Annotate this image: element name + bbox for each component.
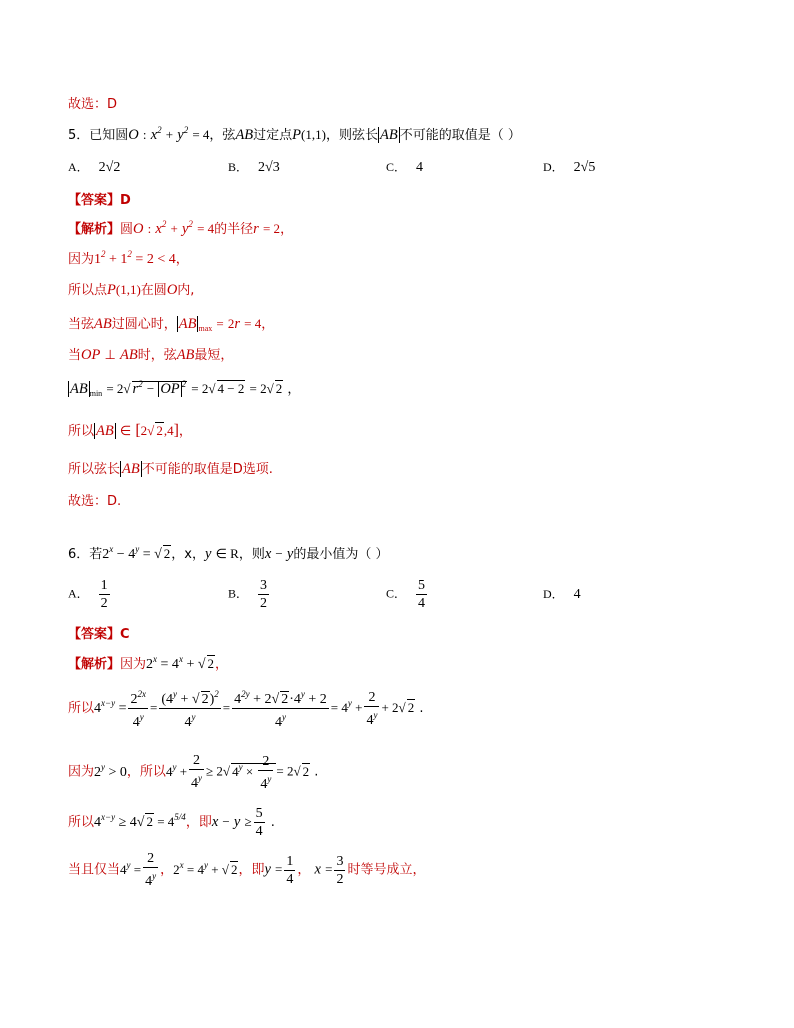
q6-stem: 6．若$2^x - 4^y$ = √ 2，x，y ∈ R，则x − y的最小值为（ ）: [68, 544, 389, 562]
q5-option-c[interactable]: C． 4: [386, 160, 424, 175]
q5-analysis-line-8: 所以弦长 AB 不可能的取值是D选项.: [68, 461, 273, 477]
q5-number: 5．: [68, 128, 90, 143]
q6-answer: 【答案】C: [68, 627, 130, 642]
q5-analysis-line-5: 当OP ⊥ AB时，弦AB最短，: [68, 347, 234, 363]
previous-conclusion: 故选：D: [68, 97, 118, 112]
q5-analysis-line-4: 当弦AB过圆心时， AB $_{max}$ = 2r = 4，: [68, 316, 275, 333]
q6-number: 6．: [68, 547, 90, 562]
q5-option-a[interactable]: A． 2√2: [68, 160, 121, 175]
q6-option-b[interactable]: B． $\frac{3}{2}$: [228, 578, 268, 611]
q5-option-d[interactable]: D． 2√5: [543, 160, 596, 175]
q5-stem: 5．已知圆O : $x^2 + y^2 = 4$，弦AB过定点P(1,1)，则弦长 AB 不可能的取值是（ ）: [68, 125, 521, 143]
q6-analysis-line-3: 因为$2^y > 0$，所以$4^y$ + $\frac{2}{4^y}$ ≥ 2√ $4^y$ × $\frac{2}{4^y}$ = 2√ 2 .: [68, 753, 319, 792]
q5-conclusion: 故选：D.: [68, 494, 122, 509]
q6-option-a[interactable]: A． $\frac{1}{2}$: [68, 578, 108, 611]
q6-analysis-line-5: 当且仅当$4^y$ = $\frac{2}{4^y}$ ，$2^x = 4^y$ + √ 2，即y = $\frac{1}{4}$ ， x = $\frac{3}{2}$ 时等号成立，: [68, 851, 426, 889]
q5-option-b[interactable]: B． 2√3: [228, 160, 280, 175]
q6-analysis-line-2: 所以$4^{x-y}$ = $\frac{2^{2x}}{4^y}$ = $\frac{(4^y + √ 2)^2}{4^y}$ = $\frac{4^{2y} + 2√ 2\cdot 4^y + 2}{4^y}$ = $4^y$ + $\frac{2}{4^y}$ + 2√ 2 .: [68, 686, 423, 731]
q5-answer: 【答案】D: [68, 193, 131, 208]
q5-analysis-line-2: 因为$1^2 + 1^2 = 2 < 4$，: [68, 249, 189, 267]
q6-option-c[interactable]: C． $\frac{5}{4}$: [386, 578, 426, 611]
q5-analysis-line-6: AB $_{min}$ = 2√ $r^2$ − OP $^2$ = 2√ 4 − 2 = 2√ 2 ，: [70, 379, 301, 398]
q6-analysis-line-4: 所以$4^{x-y} \ge 4√$ $2 = 4^{5/4}$，即x − y ≥ $\frac{5}{4}$ .: [68, 806, 275, 839]
q5-analysis-line-7: 所以 AB ∈ [2√ 2,4]，: [68, 422, 192, 439]
q5-analysis-line-3: 所以点P(1,1)在圆O内,: [68, 282, 195, 298]
q5-analysis-line-1: 【解析】圆O : $x^2 + y^2 = 4$的半径r = 2，: [68, 219, 294, 237]
q6-analysis-line-1: 【解析】因为$2^x = 4^x$ + √ 2，: [68, 654, 229, 672]
q6-option-d[interactable]: D． 4: [543, 587, 581, 602]
